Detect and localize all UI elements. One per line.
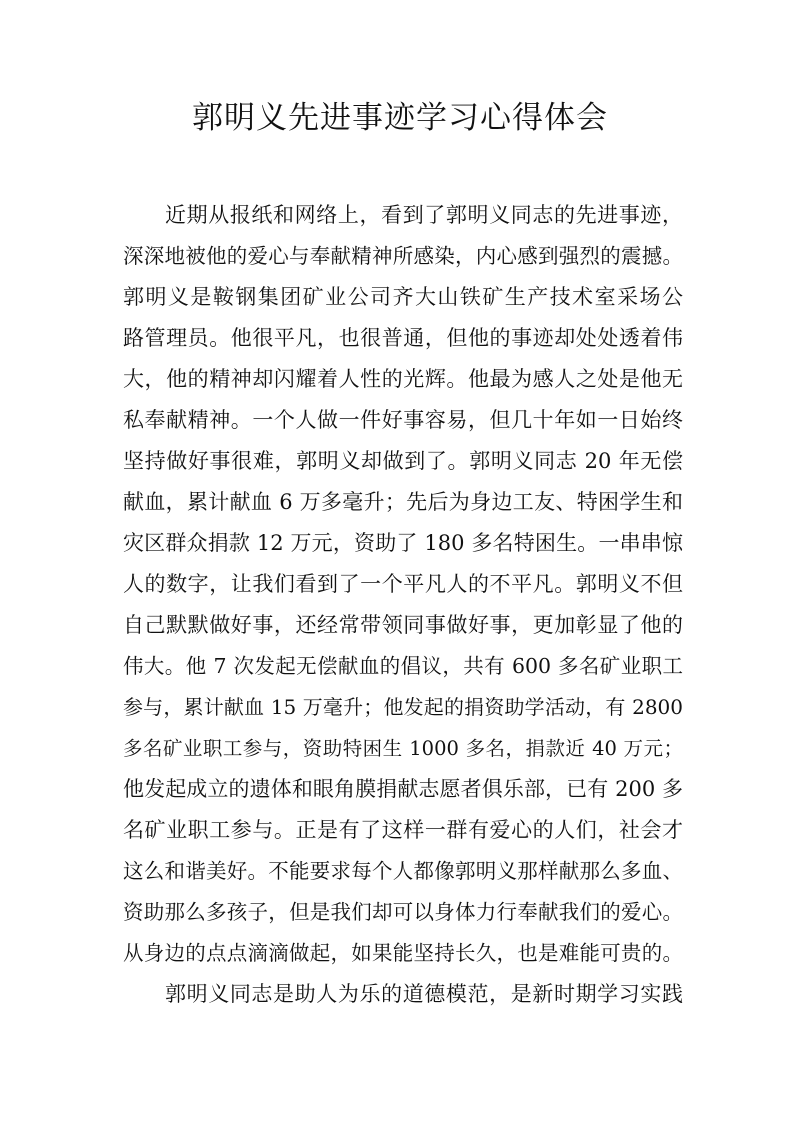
paragraph-line: 近期从报纸和网络上，看到了郭明义同志的先进事迹， — [165, 203, 683, 227]
paragraph-line: 大，他的精神却闪耀着人性的光辉。他最为感人之处是他无 — [123, 367, 683, 391]
paragraph-line: 灾区群众捐款 12 万元，资助了 180 多名特困生。一串串惊 — [123, 531, 683, 555]
paragraph-line: 他发起成立的遗体和眼角膜捐献志愿者俱乐部，已有 200 多 — [123, 777, 683, 801]
paragraph-line: 伟大。他 7 次发起无偿献血的倡议，共有 600 多名矿业职工 — [123, 654, 683, 678]
paragraph-line: 资助那么多孩子，但是我们却可以身体力行奉献我们的爱心。 — [123, 900, 683, 924]
paragraph-line: 人的数字，让我们看到了一个平凡人的不平凡。郭明义不但 — [123, 572, 683, 596]
paragraph-line: 自己默默做好事，还经常带领同事做好事，更加彰显了他的 — [123, 613, 683, 637]
paragraph-line: 参与，累计献血 15 万毫升；他发起的捐资助学活动，有 2800 — [123, 695, 683, 719]
paragraph-line: 郭明义同志是助人为乐的道德模范，是新时期学习实践 — [165, 982, 683, 1006]
document-body — [123, 195, 683, 1015]
paragraph-line: 这么和谐美好。不能要求每个人都像郭明义那样献那么多血、 — [123, 859, 683, 883]
paragraph-line: 献血，累计献血 6 万多毫升；先后为身边工友、特困学生和 — [123, 490, 683, 514]
paragraph-line: 私奉献精神。一个人做一件好事容易，但几十年如一日始终 — [123, 408, 683, 432]
paragraph-line: 深深地被他的爱心与奉献精神所感染，内心感到强烈的震撼。 — [123, 244, 683, 268]
paragraph-line: 郭明义是鞍钢集团矿业公司齐大山铁矿生产技术室采场公 — [123, 285, 683, 309]
paragraph-line: 名矿业职工参与。正是有了这样一群有爱心的人们，社会才 — [123, 818, 683, 842]
paragraph-line: 坚持做好事很难，郭明义却做到了。郭明义同志 20 年无偿 — [123, 449, 683, 473]
paragraph-line: 路管理员。他很平凡，也很普通，但他的事迹却处处透着伟 — [123, 326, 683, 350]
paragraph-line: 多名矿业职工参与，资助特困生 1000 多名，捐款近 40 万元； — [123, 737, 683, 760]
document-title: 郭明义先进事迹学习心得体会 — [192, 100, 608, 136]
paragraph-line: 从身边的点点滴滴做起，如果能坚持长久，也是难能可贵的。 — [123, 941, 683, 965]
